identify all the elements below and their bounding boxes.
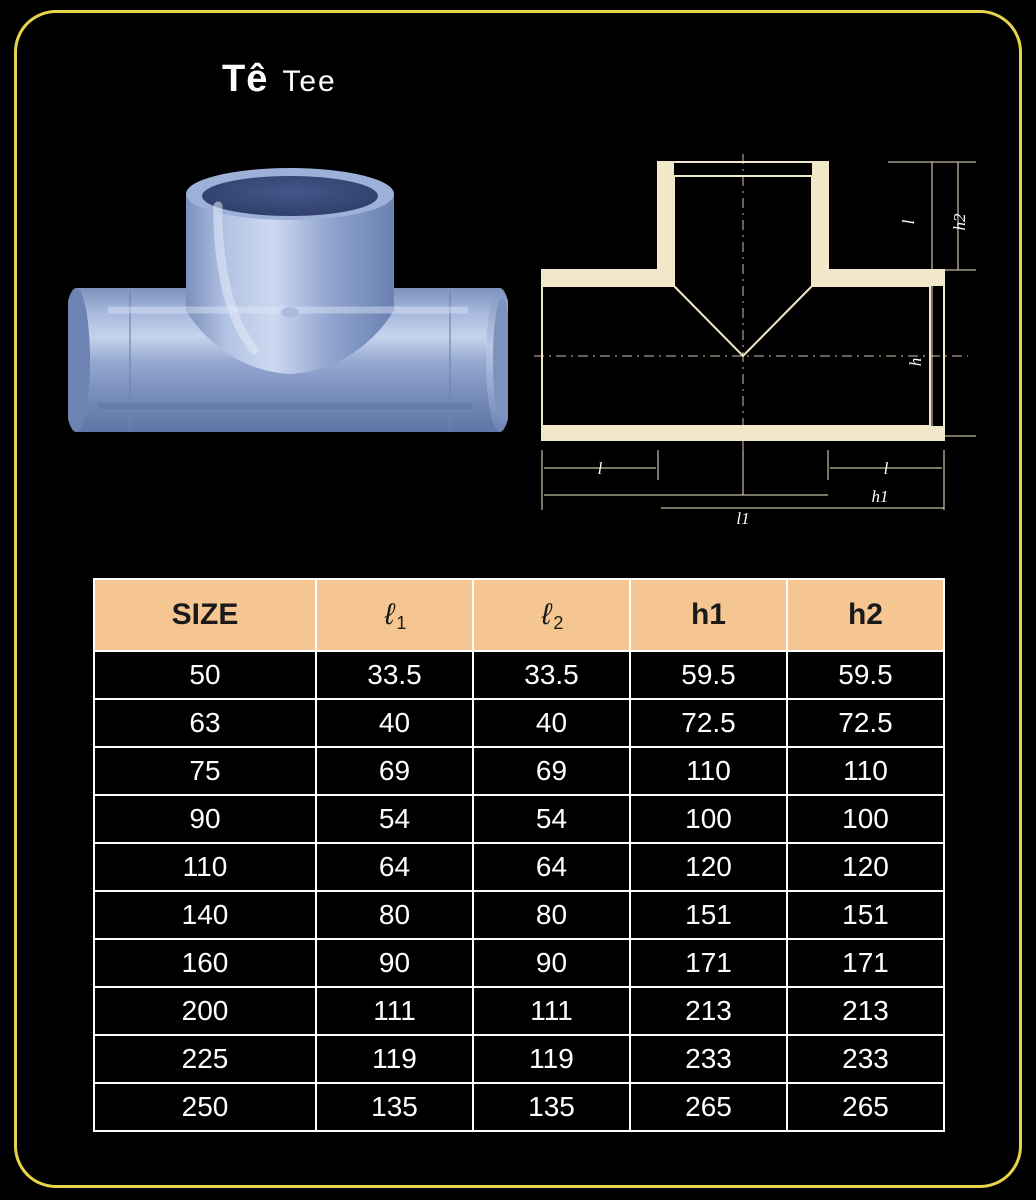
page-title-english: Tee [282, 65, 337, 98]
cell-h1: 151 [630, 891, 787, 939]
column-header-l1: ℓ $_1$ [316, 579, 473, 651]
cell-h2: 110 [787, 747, 944, 795]
cell-l2: 33.5 [473, 651, 630, 699]
cell-h2: 233 [787, 1035, 944, 1083]
cell-size: 140 [94, 891, 316, 939]
dim-label-h2: h2 [950, 213, 969, 231]
table-row [94, 1035, 944, 1083]
table-row [94, 651, 944, 699]
cell-l1: 135 [316, 1083, 473, 1131]
cell-h2: 265 [787, 1083, 944, 1131]
cell-l1: 40 [316, 699, 473, 747]
cell-h1: 110 [630, 747, 787, 795]
cell-l1: 111 [316, 987, 473, 1035]
table-row [94, 843, 944, 891]
cell-size: 160 [94, 939, 316, 987]
dim-label-l-right: l [883, 459, 889, 478]
cell-l1: 80 [316, 891, 473, 939]
cell-size: 50 [94, 651, 316, 699]
cell-h2: 59.5 [787, 651, 944, 699]
column-header-h1: h1 [630, 579, 787, 651]
page-title-vietnamese: Tê [222, 58, 269, 100]
cell-l2: 40 [473, 699, 630, 747]
cell-h2: 100 [787, 795, 944, 843]
cell-l2: 90 [473, 939, 630, 987]
cell-l2: 119 [473, 1035, 630, 1083]
table-row [94, 795, 944, 843]
cell-size: 90 [94, 795, 316, 843]
cell-h1: 59.5 [630, 651, 787, 699]
cell-h1: 100 [630, 795, 787, 843]
cell-h1: 265 [630, 1083, 787, 1131]
cell-h1: 171 [630, 939, 787, 987]
technical-drawing [528, 150, 988, 540]
cell-l2: 80 [473, 891, 630, 939]
cell-l2: 111 [473, 987, 630, 1035]
cell-size: 250 [94, 1083, 316, 1131]
cell-l2: 135 [473, 1083, 630, 1131]
cell-size: 200 [94, 987, 316, 1035]
cell-h2: 72.5 [787, 699, 944, 747]
table-row [94, 987, 944, 1035]
cell-size: 75 [94, 747, 316, 795]
cell-l2: 54 [473, 795, 630, 843]
dim-label-l: l [597, 459, 603, 478]
table-row [94, 1083, 944, 1131]
cell-size: 110 [94, 843, 316, 891]
cell-l1: 119 [316, 1035, 473, 1083]
cell-l1: 64 [316, 843, 473, 891]
product-photo [68, 160, 508, 460]
dim-label-l2: l [899, 219, 918, 225]
dim-label-l1: l1 [736, 509, 750, 528]
cell-size: 63 [94, 699, 316, 747]
table-header-row [94, 579, 944, 651]
cell-h2: 171 [787, 939, 944, 987]
table-row [94, 699, 944, 747]
cell-l2: 69 [473, 747, 630, 795]
column-header-l2: ℓ $_2$ [473, 579, 630, 651]
column-header-size: SIZE [94, 579, 316, 651]
table-row [94, 891, 944, 939]
table-body [94, 651, 944, 1131]
cell-l1: 69 [316, 747, 473, 795]
spec-table-wrapper [93, 578, 943, 1132]
table-row [94, 747, 944, 795]
cell-h1: 233 [630, 1035, 787, 1083]
cell-size: 225 [94, 1035, 316, 1083]
cell-l2: 64 [473, 843, 630, 891]
table-row [94, 939, 944, 987]
spec-table [93, 578, 945, 1132]
cell-h2: 213 [787, 987, 944, 1035]
cell-h1: 72.5 [630, 699, 787, 747]
cell-h1: 213 [630, 987, 787, 1035]
dim-label-h: h [906, 357, 925, 367]
cell-h2: 120 [787, 843, 944, 891]
page-title [222, 58, 337, 101]
dim-label-h1: h1 [871, 487, 889, 506]
cell-l1: 90 [316, 939, 473, 987]
cell-l1: 54 [316, 795, 473, 843]
cell-h1: 120 [630, 843, 787, 891]
column-header-h2: h2 [787, 579, 944, 651]
cell-h2: 151 [787, 891, 944, 939]
cell-l1: 33.5 [316, 651, 473, 699]
